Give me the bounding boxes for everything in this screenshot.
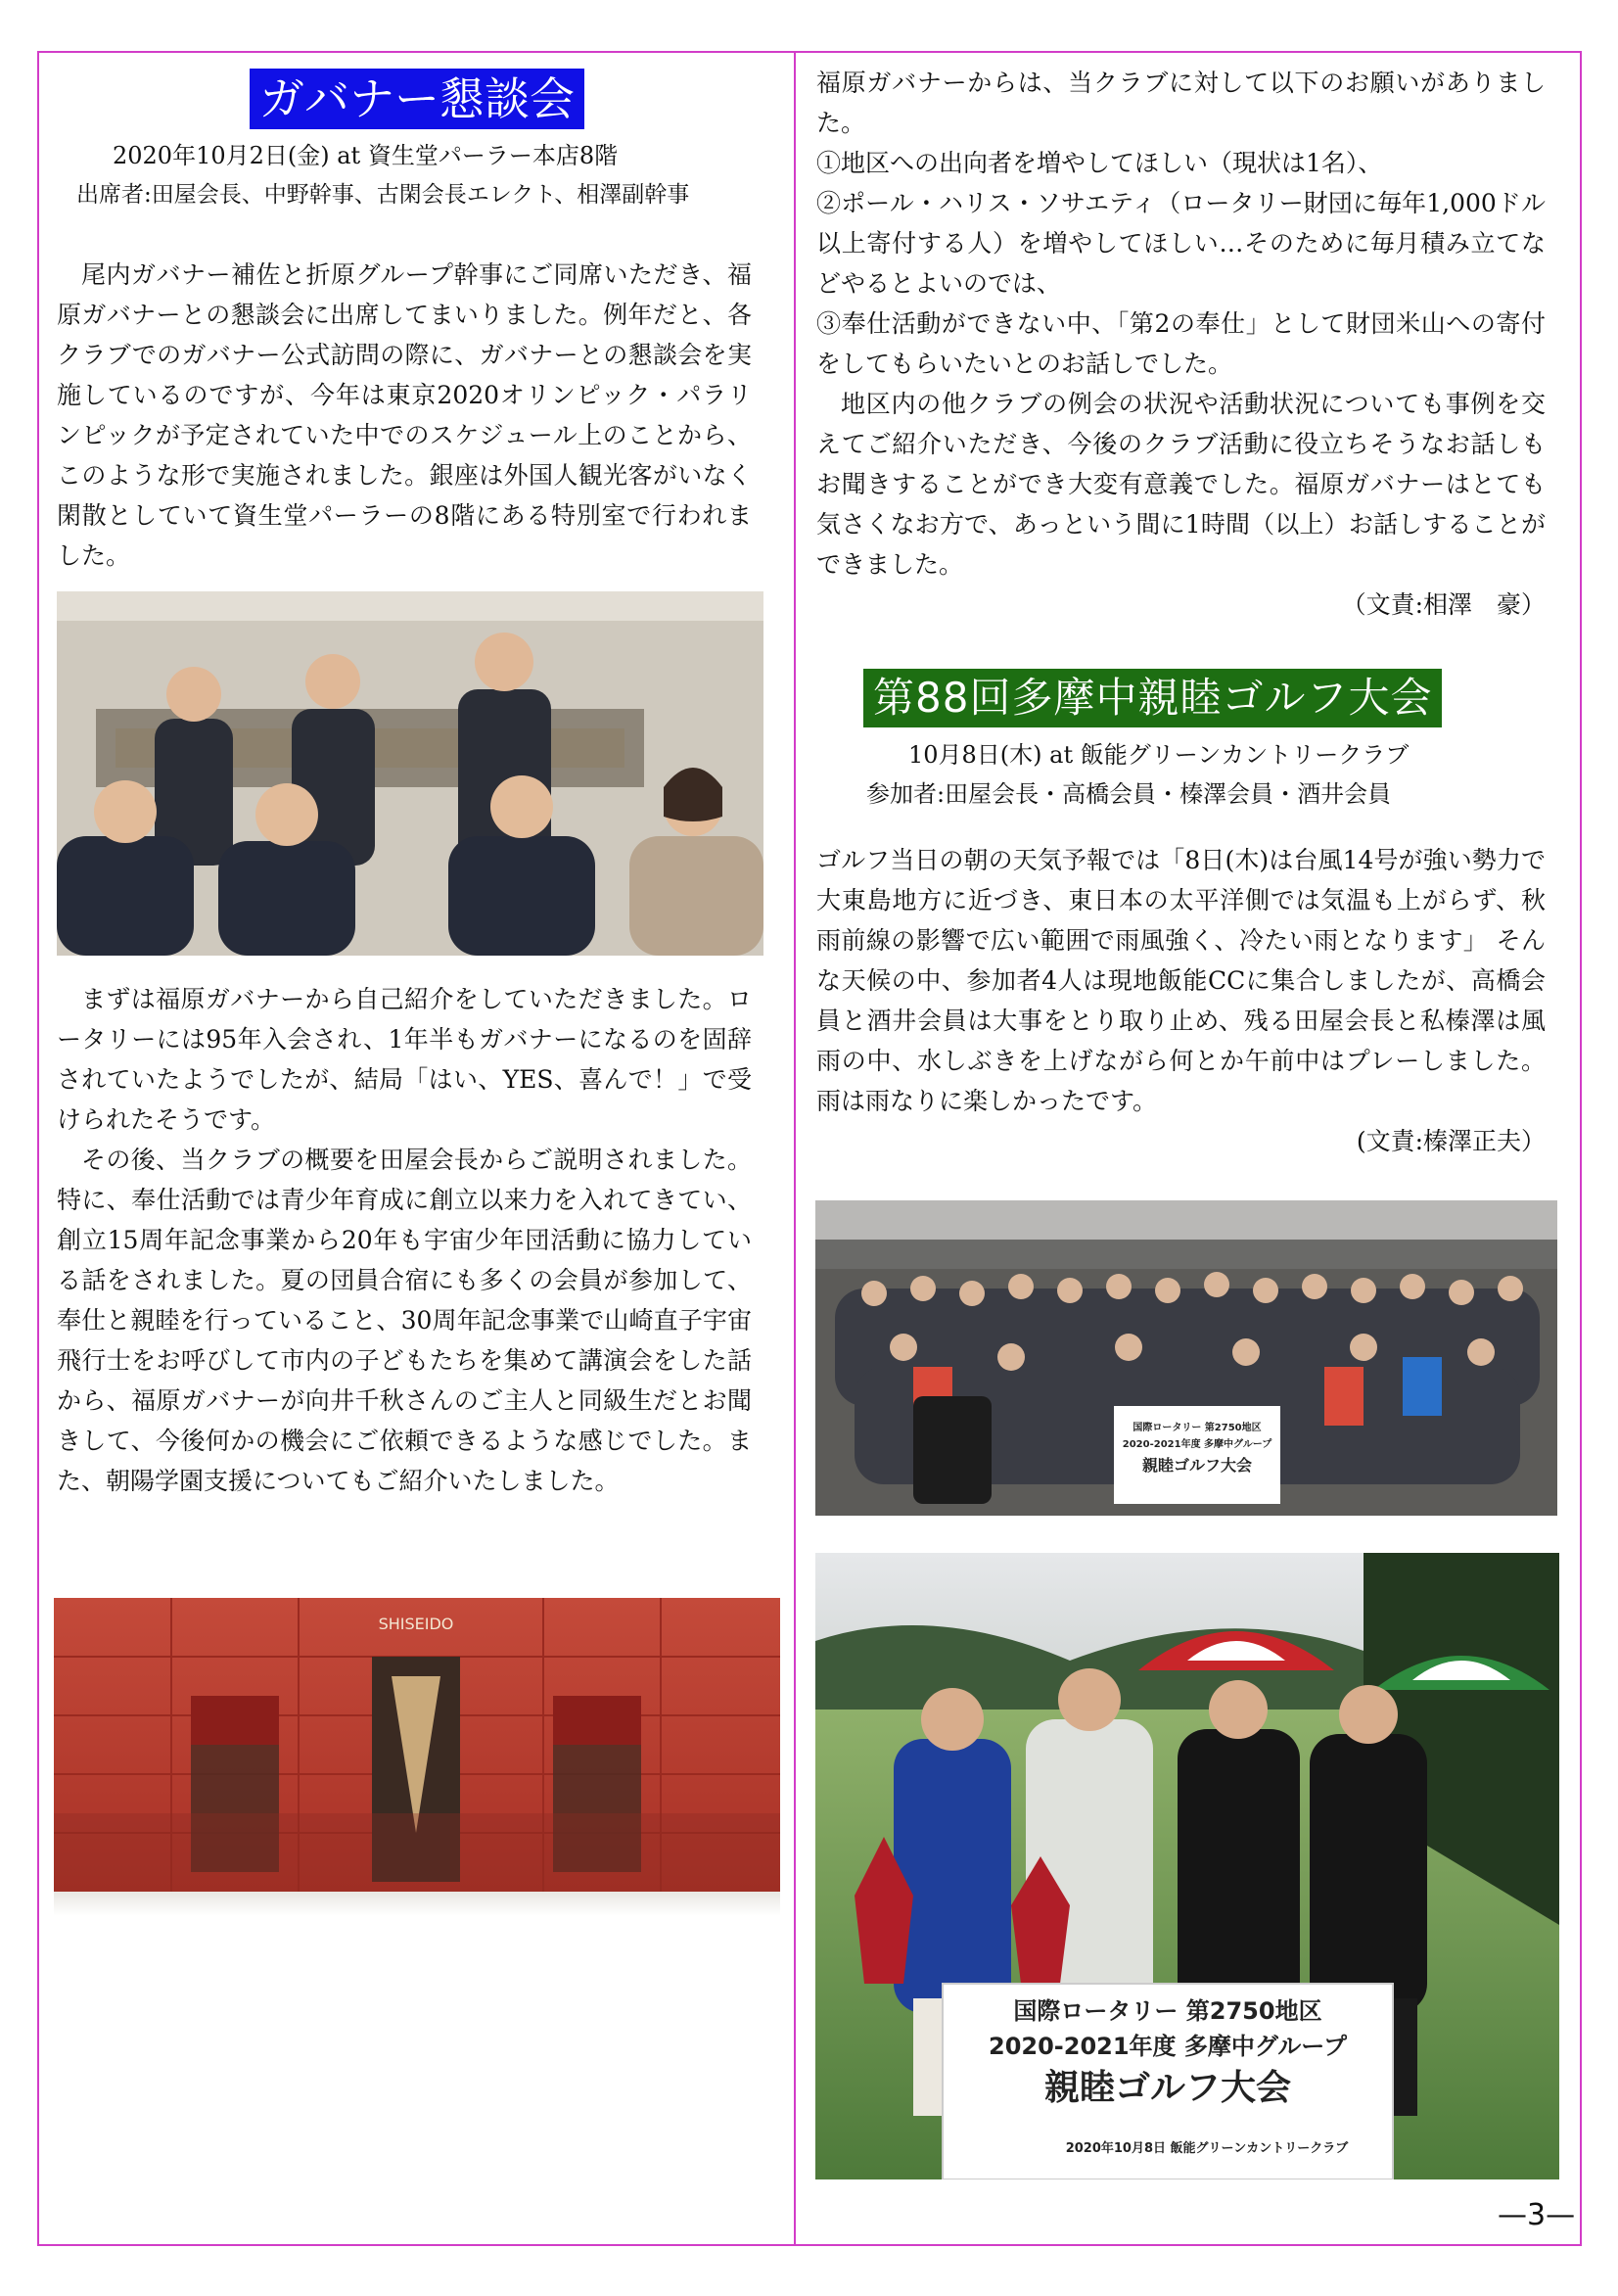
shiseido-sign: SHISEIDO <box>378 1615 454 1633</box>
small-sign-line2: 2020-2021年度 多摩中グループ <box>1122 1439 1272 1450</box>
large-sign-line2: 2020-2021年度 多摩中グループ <box>989 2033 1347 2060</box>
column-divider <box>794 51 796 2246</box>
large-sign-line3: 親睦ゴルフ大会 <box>1043 2068 1292 2108</box>
meeting-attendees: 出席者:田屋会長、中野幹事、古閑会長エレクト、相澤副幹事 <box>76 182 690 208</box>
small-sign-line1: 国際ロータリー 第2750地区 <box>1133 1423 1262 1433</box>
meeting-date-line: 2020年10月2日(金) at 資生堂パーラー本店8階 <box>113 142 619 169</box>
golf-date-line: 10月8日(木) at 飯能グリーンカントリークラブ <box>908 741 1410 769</box>
group-photo-governor-meeting <box>57 591 763 956</box>
credit-hanzawa: (文責:榛澤正夫） <box>1356 1127 1546 1155</box>
shiseido-parlour-photo <box>54 1598 780 1916</box>
credit-aizawa: （文責:相澤 豪） <box>1341 590 1546 619</box>
small-sign-line3: 親睦ゴルフ大会 <box>1141 1456 1253 1475</box>
section-title-governor-meeting: ガバナー懇談会 <box>250 69 584 129</box>
golf-players-photo <box>815 1553 1559 2179</box>
large-sign-footer: 2020年10月8日 飯能グリーンカントリークラブ <box>1065 2141 1349 2156</box>
governor-meeting-para1: 尾内ガバナー補佐と折原グループ幹事にご同席いただき、福原ガバナーとの懇談会に出席してまいりました。例年だと、各クラブでのガバナー公式訪問の際に、ガバナーとの懇談会を実施しているのですが、今年は東京2020オリンピック・パラリンピックが予定されていた中でのスケジュール上のことから、このような形で実施されました。銀座は外国人観光客がいなく閑散としていて資生堂パーラーの8階にある特別室で行われました。 <box>57 260 752 570</box>
governor-meeting-para2: まずは福原ガバナーから自己紹介をしていただきました。ロータリーには95年入会され、1年半もガバナーになるのを固辞されていたようでしたが、結局「はい、YES、喜んで！」で受けられたそうです。 その後、当クラブの概要を田屋会長からご説明されました。特に、奉仕活動では青少年育成に創立以来力を入れてきてい、創立15周年記念事業から20年も宇宙少年団活動に協力している話をされました。夏の団員合宿にも多くの会員が参加して、奉仕と親睦を行っていること、30周年記念事業で山崎直子宇宙飛行士をお呼びして市内の子どもたちを集めて講演会をした話から、福原ガバナーが向井千秋さんのご主人と同級生だとお聞きして、今後何かの機会にご依頼できるような感じでした。また、朝陽学園支援についてもご紹介いたしました。 <box>57 985 752 1495</box>
page-number: —3— <box>1498 2198 1576 2232</box>
section-title-golf: 第88回多摩中親睦ゴルフ大会 <box>863 669 1442 727</box>
large-sign-line1: 国際ロータリー 第2750地区 <box>1013 1997 1322 2025</box>
golf-group-photo <box>815 1200 1557 1516</box>
golf-participants: 参加者:田屋会長・高橋会員・榛澤会員・酒井会員 <box>866 780 1392 808</box>
governor-requests: 福原ガバナーからは、当クラブに対して以下のお願いがありました。 ①地区への出向者を増やしてほしい（現状は1名）、 ②ポール・ハリス・ソサエティ（ロータリー財団に毎年1,000ドル以上寄付する人）を増やしてほしい…そのために毎月積み立てなどやるとよいのでは、 ③奉仕活動ができない中、「第2の奉仕」として財団米山への寄付をしてもらいたいとのお話しでした。 地区内の他クラブの例会の状況や活動状況についても事例を交えてご紹介いただき、今後のクラブ活動に役立ちそうなお話しもお聞きすることができ大変有意義でした。福原ガバナーはとても気さくなお方で、あっという間に1時間（以上）お話しすることができました。 （文責:相澤 豪） <box>816 63 1546 625</box>
golf-para: ゴルフ当日の朝の天気予報では「8日(木)は台風14号が強い勢力で大東島地方に近づき、東日本の太平洋側では気温も上がらず、秋雨前線の影響で広い範囲で雨風強く、冷たい雨となります」 そんな天候の中、参加者4人は現地飯能CCに集合しましたが、高橋会員と酒井会員は大事をとり取り止め、残る田屋会長と私榛澤は風雨の中、水しぶきを上げながら何とか午前中はプレーしました。雨は雨なりに楽しかったです。 (文責:榛澤正夫） <box>816 840 1546 1161</box>
